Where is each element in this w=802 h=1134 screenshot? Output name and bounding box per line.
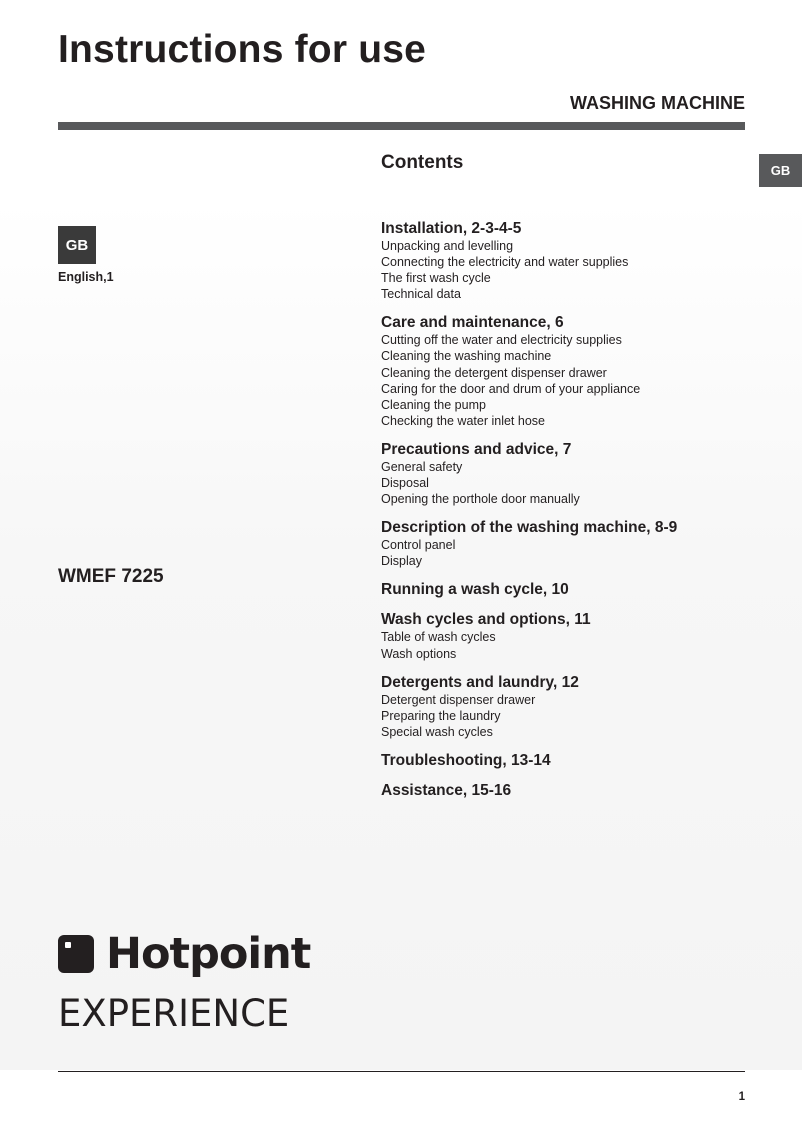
toc-item[interactable]: Detergent dispenser drawer	[381, 692, 536, 707]
toc-item[interactable]: Checking the water inlet hose	[381, 413, 545, 428]
page-title: Instructions for use	[58, 28, 427, 71]
toc-section-title[interactable]: Troubleshooting, 13-14	[381, 751, 551, 769]
toc-section-title[interactable]: Installation, 2-3-4-5	[381, 220, 522, 237]
toc-section-detergents	[381, 673, 761, 740]
toc-section-precautions	[381, 440, 761, 507]
product-type-subtitle: WASHING MACHINE	[570, 93, 745, 113]
toc-item[interactable]: Opening the porthole door manually	[381, 492, 580, 507]
toc-item[interactable]: Cleaning the detergent dispenser drawer	[381, 365, 607, 380]
toc-item[interactable]: Display	[381, 554, 422, 569]
header-divider	[58, 122, 745, 130]
brand-tagline: EXPERIENCE	[58, 992, 290, 1035]
toc-section-title[interactable]: Wash cycles and options, 11	[381, 611, 591, 629]
toc-item[interactable]: General safety	[381, 459, 463, 474]
brand-name: Hotpoint	[106, 929, 311, 979]
table-of-contents	[381, 219, 761, 811]
toc-section-title[interactable]: Care and maintenance, 6	[381, 314, 564, 332]
toc-item[interactable]: Wash options	[381, 646, 457, 661]
toc-section-assistance	[381, 781, 761, 800]
toc-item[interactable]: Caring for the door and drum of your appliance	[381, 381, 641, 396]
model-number: WMEF 7225	[58, 566, 164, 587]
language-link[interactable]: English,1	[58, 270, 114, 284]
toc-section-installation	[381, 219, 761, 302]
toc-section-title[interactable]: Detergents and laundry, 12	[381, 673, 579, 691]
toc-item[interactable]: Table of wash cycles	[381, 630, 496, 645]
toc-item[interactable]: Disposal	[381, 476, 429, 491]
toc-item[interactable]: Connecting the electricity and water supplies	[381, 255, 629, 270]
toc-section-wash-cycles	[381, 610, 761, 661]
toc-item[interactable]: Cutting off the water and electricity supplies	[381, 333, 622, 348]
toc-item[interactable]: Unpacking and levelling	[381, 239, 514, 253]
toc-section-troubleshooting	[381, 751, 761, 770]
toc-item[interactable]: Cleaning the washing machine	[381, 349, 552, 364]
toc-item[interactable]: Technical data	[381, 287, 461, 302]
brand-logo	[58, 928, 310, 980]
toc-item[interactable]: The first wash cycle	[381, 271, 491, 286]
toc-item[interactable]: Special wash cycles	[381, 724, 493, 739]
toc-section-title[interactable]: Description of the washing machine, 8-9	[381, 519, 678, 537]
toc-section-running	[381, 580, 761, 599]
hotpoint-logo-icon	[58, 935, 94, 973]
toc-item[interactable]: Cleaning the pump	[381, 397, 486, 412]
toc-section-title[interactable]: Precautions and advice, 7	[381, 440, 572, 458]
contents-heading: Contents	[381, 152, 464, 173]
toc-section-title[interactable]: Running a wash cycle, 10	[381, 581, 569, 599]
language-side-tab[interactable]: GB	[759, 154, 802, 187]
toc-item[interactable]: Preparing the laundry	[381, 708, 501, 723]
language-badge: GB	[58, 226, 96, 264]
toc-section-description	[381, 518, 761, 569]
footer-divider	[58, 1071, 745, 1072]
page-number: 1	[738, 1091, 745, 1103]
toc-section-title[interactable]: Assistance, 15-16	[381, 781, 512, 799]
toc-section-care	[381, 313, 761, 429]
toc-item[interactable]: Control panel	[381, 538, 456, 553]
